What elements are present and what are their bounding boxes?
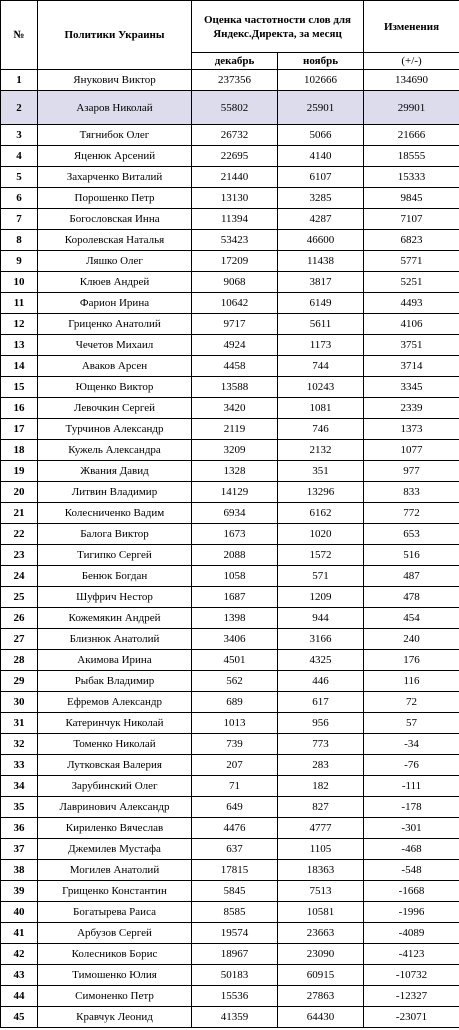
table-row (1, 755, 459, 776)
politician-name-cell: Лавринович Александр (38, 797, 192, 818)
november-value-cell: 1572 (278, 545, 364, 566)
december-value-cell: 1673 (192, 524, 278, 545)
change-value-cell: 5771 (364, 251, 459, 272)
row-number-cell: 33 (1, 755, 38, 776)
table-row (1, 146, 459, 167)
politician-name-cell: Арбузов Сергей (38, 923, 192, 944)
november-value-cell: 617 (278, 692, 364, 713)
politician-name-cell: Янукович Виктор (38, 70, 192, 91)
december-value-cell: 9717 (192, 314, 278, 335)
row-number-cell: 43 (1, 965, 38, 986)
november-value-cell: 25901 (278, 91, 364, 125)
table-row (1, 314, 459, 335)
table-row (1, 70, 459, 91)
change-value-cell: 2339 (364, 398, 459, 419)
table-row (1, 545, 459, 566)
politician-name-cell: Колесниченко Вадим (38, 503, 192, 524)
december-value-cell: 21440 (192, 167, 278, 188)
december-value-cell: 4458 (192, 356, 278, 377)
politician-name-cell: Кириленко Вячеслав (38, 818, 192, 839)
november-value-cell: 102666 (278, 70, 364, 91)
row-number-cell: 31 (1, 713, 38, 734)
change-value-cell: 9845 (364, 188, 459, 209)
december-value-cell: 13130 (192, 188, 278, 209)
row-number-cell: 35 (1, 797, 38, 818)
header-november: ноябрь (278, 53, 364, 70)
change-value-cell: 4106 (364, 314, 459, 335)
table-row (1, 167, 459, 188)
december-value-cell: 237356 (192, 70, 278, 91)
politician-name-cell: Турчинов Александр (38, 419, 192, 440)
december-value-cell: 1328 (192, 461, 278, 482)
change-value-cell: 29901 (364, 91, 459, 125)
politician-name-cell: Джемилев Мустафа (38, 839, 192, 860)
politician-name-cell: Рыбак Владимир (38, 671, 192, 692)
november-value-cell: 10243 (278, 377, 364, 398)
december-value-cell: 10642 (192, 293, 278, 314)
row-number-cell: 25 (1, 587, 38, 608)
row-number-cell: 18 (1, 440, 38, 461)
november-value-cell: 23090 (278, 944, 364, 965)
table-row (1, 209, 459, 230)
row-number-cell: 45 (1, 1007, 38, 1028)
november-value-cell: 6107 (278, 167, 364, 188)
november-value-cell: 13296 (278, 482, 364, 503)
row-number-cell: 26 (1, 608, 38, 629)
politician-name-cell: Азаров Николай (38, 91, 192, 125)
change-value-cell: 977 (364, 461, 459, 482)
politician-name-cell: Кожемякин Андрей (38, 608, 192, 629)
politician-name-cell: Катеринчук Николай (38, 713, 192, 734)
table-row (1, 944, 459, 965)
politician-name-cell: Левочкин Сергей (38, 398, 192, 419)
politician-name-cell: Томенко Николай (38, 734, 192, 755)
row-number-cell: 7 (1, 209, 38, 230)
header-politicians: Политики Украины (38, 1, 192, 70)
november-value-cell: 944 (278, 608, 364, 629)
table-row (1, 293, 459, 314)
november-value-cell: 10581 (278, 902, 364, 923)
change-value-cell: -4123 (364, 944, 459, 965)
december-value-cell: 5845 (192, 881, 278, 902)
november-value-cell: 4287 (278, 209, 364, 230)
politician-name-cell: Порошенко Петр (38, 188, 192, 209)
table-row (1, 650, 459, 671)
november-value-cell: 7513 (278, 881, 364, 902)
december-value-cell: 739 (192, 734, 278, 755)
row-number-cell: 30 (1, 692, 38, 713)
november-value-cell: 11438 (278, 251, 364, 272)
change-value-cell: -23071 (364, 1007, 459, 1028)
politician-name-cell: Близнюк Анатолий (38, 629, 192, 650)
change-value-cell: 18555 (364, 146, 459, 167)
december-value-cell: 6934 (192, 503, 278, 524)
table-row (1, 461, 459, 482)
politician-name-cell: Захарченко Виталий (38, 167, 192, 188)
change-value-cell: 116 (364, 671, 459, 692)
november-value-cell: 827 (278, 797, 364, 818)
row-number-cell: 13 (1, 335, 38, 356)
change-value-cell: 454 (364, 608, 459, 629)
change-value-cell: -1996 (364, 902, 459, 923)
table-row (1, 125, 459, 146)
table-row (1, 713, 459, 734)
politician-name-cell: Литвин Владимир (38, 482, 192, 503)
table-row (1, 1007, 459, 1028)
table-row (1, 566, 459, 587)
november-value-cell: 5611 (278, 314, 364, 335)
december-value-cell: 2119 (192, 419, 278, 440)
politician-name-cell: Симоненко Петр (38, 986, 192, 1007)
change-value-cell: -12327 (364, 986, 459, 1007)
table-row (1, 734, 459, 755)
november-value-cell: 4777 (278, 818, 364, 839)
december-value-cell: 1398 (192, 608, 278, 629)
change-value-cell: -111 (364, 776, 459, 797)
row-number-cell: 22 (1, 524, 38, 545)
table-body (1, 70, 459, 1028)
table-row (1, 860, 459, 881)
november-value-cell: 2132 (278, 440, 364, 461)
table-row (1, 818, 459, 839)
change-value-cell: -34 (364, 734, 459, 755)
change-value-cell: 15333 (364, 167, 459, 188)
row-number-cell: 20 (1, 482, 38, 503)
table-row (1, 482, 459, 503)
change-value-cell: -1668 (364, 881, 459, 902)
table-row (1, 272, 459, 293)
politician-name-cell: Кужель Александра (38, 440, 192, 461)
politician-name-cell: Акимова Ирина (38, 650, 192, 671)
politician-name-cell: Гриценко Анатолий (38, 314, 192, 335)
politician-name-cell: Ющенко Виктор (38, 377, 192, 398)
december-value-cell: 11394 (192, 209, 278, 230)
row-number-cell: 32 (1, 734, 38, 755)
change-value-cell: 1373 (364, 419, 459, 440)
header-plusminus: (+/-) (364, 53, 459, 70)
row-number-cell: 2 (1, 91, 38, 125)
december-value-cell: 3209 (192, 440, 278, 461)
december-value-cell: 26732 (192, 125, 278, 146)
change-value-cell: 4493 (364, 293, 459, 314)
row-number-cell: 3 (1, 125, 38, 146)
politician-name-cell: Шуфрич Нестор (38, 587, 192, 608)
november-value-cell: 956 (278, 713, 364, 734)
change-value-cell: -4089 (364, 923, 459, 944)
row-number-cell: 23 (1, 545, 38, 566)
november-value-cell: 744 (278, 356, 364, 377)
table-row (1, 629, 459, 650)
november-value-cell: 46600 (278, 230, 364, 251)
december-value-cell: 17209 (192, 251, 278, 272)
change-value-cell: 653 (364, 524, 459, 545)
december-value-cell: 15536 (192, 986, 278, 1007)
november-value-cell: 3285 (278, 188, 364, 209)
november-value-cell: 746 (278, 419, 364, 440)
politician-name-cell: Яценюк Арсений (38, 146, 192, 167)
november-value-cell: 64430 (278, 1007, 364, 1028)
row-number-cell: 9 (1, 251, 38, 272)
table-row (1, 986, 459, 1007)
table-row (1, 503, 459, 524)
december-value-cell: 8585 (192, 902, 278, 923)
row-number-cell: 5 (1, 167, 38, 188)
november-value-cell: 773 (278, 734, 364, 755)
table-row (1, 524, 459, 545)
table-row (1, 251, 459, 272)
politician-name-cell: Грищенко Константин (38, 881, 192, 902)
row-number-cell: 11 (1, 293, 38, 314)
politician-name-cell: Тягнибок Олег (38, 125, 192, 146)
table-row (1, 377, 459, 398)
november-value-cell: 23663 (278, 923, 364, 944)
november-value-cell: 1173 (278, 335, 364, 356)
november-value-cell: 18363 (278, 860, 364, 881)
politician-name-cell: Королевская Наталья (38, 230, 192, 251)
november-value-cell: 182 (278, 776, 364, 797)
table-row (1, 776, 459, 797)
december-value-cell: 562 (192, 671, 278, 692)
row-number-cell: 44 (1, 986, 38, 1007)
row-number-cell: 37 (1, 839, 38, 860)
table-row (1, 671, 459, 692)
table-row (1, 91, 459, 125)
december-value-cell: 9068 (192, 272, 278, 293)
table-row (1, 608, 459, 629)
header-frequency: Оценка частотности слов для Яндекс.Директа, за месяц (192, 1, 364, 53)
change-value-cell: 833 (364, 482, 459, 503)
table-row (1, 356, 459, 377)
november-value-cell: 571 (278, 566, 364, 587)
row-number-cell: 29 (1, 671, 38, 692)
table-row (1, 881, 459, 902)
november-value-cell: 3817 (278, 272, 364, 293)
table-row (1, 440, 459, 461)
change-value-cell: 516 (364, 545, 459, 566)
change-value-cell: -548 (364, 860, 459, 881)
change-value-cell: 3751 (364, 335, 459, 356)
change-value-cell: 772 (364, 503, 459, 524)
header-num: № (1, 1, 38, 70)
row-number-cell: 38 (1, 860, 38, 881)
politician-name-cell: Тигипко Сергей (38, 545, 192, 566)
december-value-cell: 13588 (192, 377, 278, 398)
politician-name-cell: Клюев Андрей (38, 272, 192, 293)
december-value-cell: 4924 (192, 335, 278, 356)
politician-name-cell: Зарубинский Олег (38, 776, 192, 797)
row-number-cell: 17 (1, 419, 38, 440)
politician-name-cell: Богатырева Раиса (38, 902, 192, 923)
november-value-cell: 60915 (278, 965, 364, 986)
december-value-cell: 649 (192, 797, 278, 818)
change-value-cell: -301 (364, 818, 459, 839)
change-value-cell: 3714 (364, 356, 459, 377)
december-value-cell: 17815 (192, 860, 278, 881)
change-value-cell: 6823 (364, 230, 459, 251)
december-value-cell: 14129 (192, 482, 278, 503)
december-value-cell: 71 (192, 776, 278, 797)
row-number-cell: 36 (1, 818, 38, 839)
november-value-cell: 1081 (278, 398, 364, 419)
december-value-cell: 637 (192, 839, 278, 860)
politician-name-cell: Жвания Давид (38, 461, 192, 482)
change-value-cell: 3345 (364, 377, 459, 398)
change-value-cell: 21666 (364, 125, 459, 146)
change-value-cell: 134690 (364, 70, 459, 91)
change-value-cell: 176 (364, 650, 459, 671)
row-number-cell: 39 (1, 881, 38, 902)
table-row (1, 419, 459, 440)
table-row (1, 965, 459, 986)
table-row (1, 692, 459, 713)
november-value-cell: 5066 (278, 125, 364, 146)
table-row (1, 587, 459, 608)
november-value-cell: 283 (278, 755, 364, 776)
row-number-cell: 15 (1, 377, 38, 398)
december-value-cell: 3420 (192, 398, 278, 419)
change-value-cell: 57 (364, 713, 459, 734)
row-number-cell: 19 (1, 461, 38, 482)
politician-name-cell: Ляшко Олег (38, 251, 192, 272)
table-row (1, 797, 459, 818)
november-value-cell: 351 (278, 461, 364, 482)
change-value-cell: 478 (364, 587, 459, 608)
politician-name-cell: Колесников Борис (38, 944, 192, 965)
december-value-cell: 22695 (192, 146, 278, 167)
politician-name-cell: Аваков Арсен (38, 356, 192, 377)
december-value-cell: 2088 (192, 545, 278, 566)
november-value-cell: 6149 (278, 293, 364, 314)
november-value-cell: 6162 (278, 503, 364, 524)
november-value-cell: 4140 (278, 146, 364, 167)
politician-name-cell: Богословская Инна (38, 209, 192, 230)
change-value-cell: -178 (364, 797, 459, 818)
november-value-cell: 3166 (278, 629, 364, 650)
row-number-cell: 12 (1, 314, 38, 335)
politician-name-cell: Тимошенко Юлия (38, 965, 192, 986)
november-value-cell: 446 (278, 671, 364, 692)
politician-name-cell: Лутковская Валерия (38, 755, 192, 776)
table-row (1, 230, 459, 251)
row-number-cell: 27 (1, 629, 38, 650)
politician-name-cell: Бенюк Богдан (38, 566, 192, 587)
row-number-cell: 28 (1, 650, 38, 671)
change-value-cell: 487 (364, 566, 459, 587)
november-value-cell: 27863 (278, 986, 364, 1007)
row-number-cell: 21 (1, 503, 38, 524)
header-december: декабрь (192, 53, 278, 70)
table-row (1, 923, 459, 944)
row-number-cell: 14 (1, 356, 38, 377)
december-value-cell: 55802 (192, 91, 278, 125)
row-number-cell: 34 (1, 776, 38, 797)
november-value-cell: 1105 (278, 839, 364, 860)
december-value-cell: 41359 (192, 1007, 278, 1028)
table-row (1, 188, 459, 209)
november-value-cell: 4325 (278, 650, 364, 671)
change-value-cell: -468 (364, 839, 459, 860)
december-value-cell: 1687 (192, 587, 278, 608)
politician-name-cell: Чечетов Михаил (38, 335, 192, 356)
change-value-cell: 240 (364, 629, 459, 650)
row-number-cell: 6 (1, 188, 38, 209)
table-row (1, 335, 459, 356)
november-value-cell: 1209 (278, 587, 364, 608)
december-value-cell: 4476 (192, 818, 278, 839)
row-number-cell: 8 (1, 230, 38, 251)
december-value-cell: 3406 (192, 629, 278, 650)
row-number-cell: 41 (1, 923, 38, 944)
politician-name-cell: Ефремов Александр (38, 692, 192, 713)
december-value-cell: 50183 (192, 965, 278, 986)
change-value-cell: 5251 (364, 272, 459, 293)
december-value-cell: 53423 (192, 230, 278, 251)
row-number-cell: 16 (1, 398, 38, 419)
row-number-cell: 42 (1, 944, 38, 965)
header-changes: Изменения (364, 1, 459, 53)
change-value-cell: 1077 (364, 440, 459, 461)
politician-name-cell: Фарион Ирина (38, 293, 192, 314)
table-row (1, 839, 459, 860)
table-row (1, 902, 459, 923)
december-value-cell: 4501 (192, 650, 278, 671)
politician-name-cell: Балога Виктор (38, 524, 192, 545)
december-value-cell: 19574 (192, 923, 278, 944)
december-value-cell: 1058 (192, 566, 278, 587)
row-number-cell: 10 (1, 272, 38, 293)
change-value-cell: 72 (364, 692, 459, 713)
table-row (1, 398, 459, 419)
december-value-cell: 689 (192, 692, 278, 713)
row-number-cell: 1 (1, 70, 38, 91)
change-value-cell: -10732 (364, 965, 459, 986)
row-number-cell: 4 (1, 146, 38, 167)
change-value-cell: -76 (364, 755, 459, 776)
november-value-cell: 1020 (278, 524, 364, 545)
december-value-cell: 207 (192, 755, 278, 776)
politician-name-cell: Кравчук Леонид (38, 1007, 192, 1028)
december-value-cell: 18967 (192, 944, 278, 965)
december-value-cell: 1013 (192, 713, 278, 734)
row-number-cell: 40 (1, 902, 38, 923)
row-number-cell: 24 (1, 566, 38, 587)
politician-name-cell: Могилев Анатолий (38, 860, 192, 881)
change-value-cell: 7107 (364, 209, 459, 230)
